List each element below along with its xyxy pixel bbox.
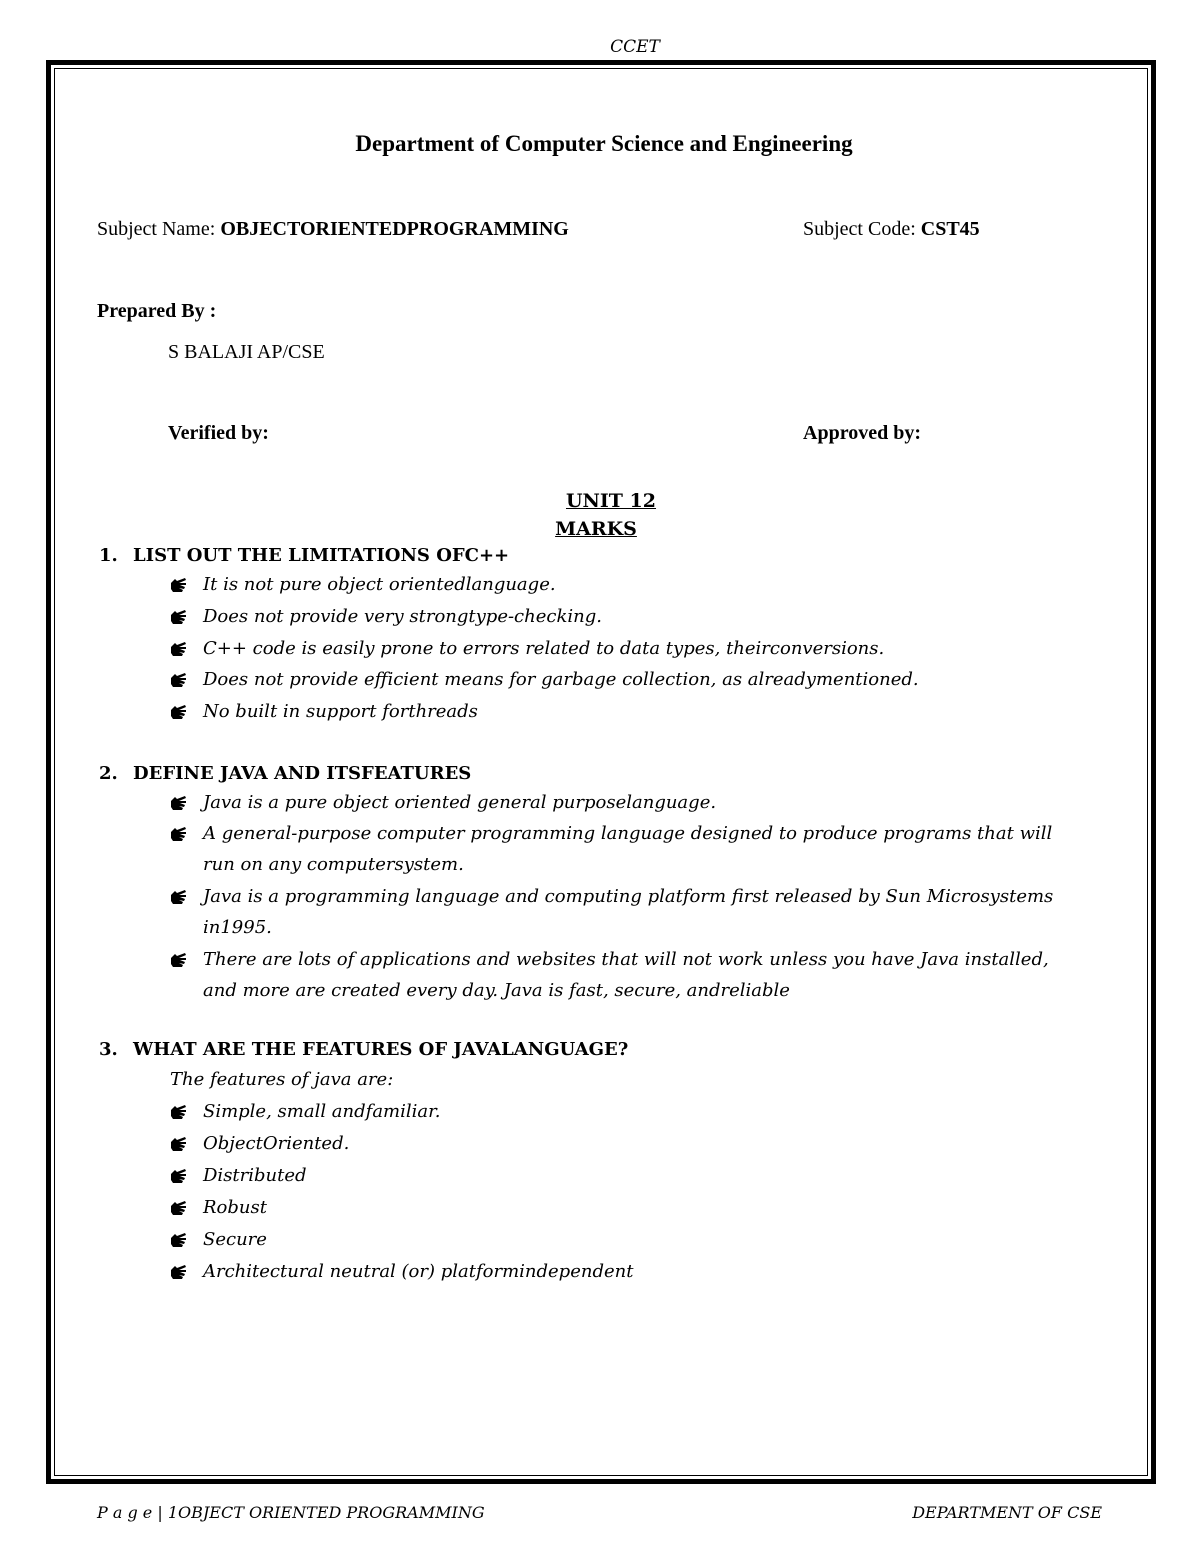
list-item: Robust bbox=[203, 1197, 267, 1218]
list-item: No built in support forthreads bbox=[203, 701, 478, 722]
pointing-hand-icon bbox=[170, 1168, 187, 1184]
pointing-hand-icon bbox=[170, 1200, 187, 1216]
prepared-by-name: S BALAJI AP/CSE bbox=[168, 341, 325, 363]
subject-name-value: OBJECTORIENTEDPROGRAMMING bbox=[220, 218, 569, 240]
list-item: run on any computersystem. bbox=[203, 854, 464, 875]
list-item: Distributed bbox=[203, 1165, 307, 1186]
list-item: A general-purpose computer programming language designed to produce programs that will bbox=[203, 823, 1053, 844]
question-2-number: 2. bbox=[99, 763, 118, 784]
unit-heading-line2: MARKS bbox=[555, 518, 637, 540]
list-item: Secure bbox=[203, 1229, 267, 1250]
list-item: C++ code is easily prone to errors related to data types, theirconversions. bbox=[203, 638, 885, 659]
question-3-intro: The features of java are: bbox=[170, 1069, 394, 1090]
subject-code-label: Subject Code: bbox=[803, 218, 921, 240]
question-3-number: 3. bbox=[99, 1039, 118, 1060]
footer-left: P a g e | 1OBJECT ORIENTED PROGRAMMING bbox=[97, 1503, 485, 1522]
list-item: Java is a pure object oriented general purposelanguage. bbox=[203, 792, 717, 813]
pointing-hand-icon bbox=[170, 1104, 187, 1120]
list-item: Does not provide efficient means for garbage collection, as alreadymentioned. bbox=[203, 669, 919, 690]
pointing-hand-icon bbox=[170, 609, 187, 625]
list-item: and more are created every day. Java is fast, secure, andreliable bbox=[203, 980, 790, 1001]
list-item: Architectural neutral (or) platformindependent bbox=[203, 1261, 634, 1282]
list-item: Java is a programming language and computing platform first released by Sun Microsystems bbox=[203, 886, 1054, 907]
running-head: CCET bbox=[610, 37, 660, 57]
pointing-hand-icon bbox=[170, 704, 187, 720]
approved-by-label: Approved by: bbox=[803, 422, 921, 444]
list-item: There are lots of applications and websites that will not work unless you have Java installed, bbox=[203, 949, 1049, 970]
question-3-title: WHAT ARE THE FEATURES OF JAVALANGUAGE? bbox=[133, 1039, 629, 1060]
footer-right: DEPARTMENT OF CSE bbox=[912, 1503, 1102, 1522]
list-item: It is not pure object orientedlanguage. bbox=[203, 574, 556, 595]
pointing-hand-icon bbox=[170, 795, 187, 811]
pointing-hand-icon bbox=[170, 952, 187, 968]
list-item: Does not provide very strongtype-checking. bbox=[203, 606, 602, 627]
verified-by-label: Verified by: bbox=[168, 422, 269, 444]
subject-name bbox=[97, 218, 569, 241]
pointing-hand-icon bbox=[170, 889, 187, 905]
pointing-hand-icon bbox=[170, 1136, 187, 1152]
question-1-number: 1. bbox=[99, 545, 118, 566]
department-title: Department of Computer Science and Engineering bbox=[355, 131, 853, 156]
pointing-hand-icon bbox=[170, 1232, 187, 1248]
subject-code bbox=[803, 218, 980, 241]
pointing-hand-icon bbox=[170, 577, 187, 593]
list-item: Simple, small andfamiliar. bbox=[203, 1101, 441, 1122]
prepared-by-label: Prepared By : bbox=[97, 300, 217, 322]
pointing-hand-icon bbox=[170, 672, 187, 688]
pointing-hand-icon bbox=[170, 641, 187, 657]
list-item: in1995. bbox=[203, 917, 272, 938]
list-item: ObjectOriented. bbox=[203, 1133, 350, 1154]
pointing-hand-icon bbox=[170, 826, 187, 842]
unit-heading-line1: UNIT 12 bbox=[565, 490, 657, 512]
subject-code-value: CST45 bbox=[920, 218, 980, 240]
question-1-title: LIST OUT THE LIMITATIONS OFC++ bbox=[133, 545, 510, 566]
subject-name-label: Subject Name: bbox=[97, 218, 221, 240]
pointing-hand-icon bbox=[170, 1264, 187, 1280]
question-2-title: DEFINE JAVA AND ITSFEATURES bbox=[133, 763, 472, 784]
